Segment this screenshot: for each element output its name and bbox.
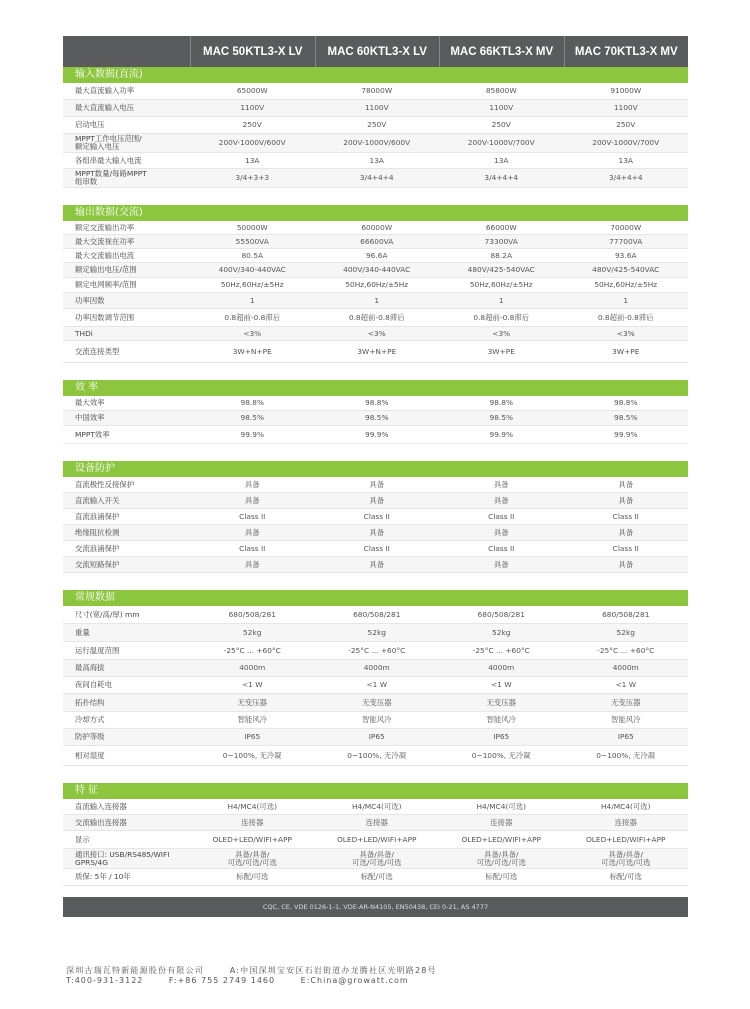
spec-value: 1100V <box>489 103 514 112</box>
spec-value: 60000W <box>361 222 393 232</box>
spec-value: 13A <box>494 155 509 165</box>
section-gap <box>63 573 688 590</box>
spec-row <box>63 557 688 573</box>
spec-row <box>63 117 688 134</box>
spec-value: 52kg <box>243 627 262 637</box>
spec-row <box>63 541 688 557</box>
spec-value: 250V <box>616 120 636 129</box>
spec-value: H4/MC4(可选) <box>351 801 402 811</box>
spec-label: 拓扑结构 <box>75 697 105 707</box>
spec-value: 50Hz,60Hz/±5Hz <box>469 280 533 289</box>
spec-label: 通讯接口: USB/RS485/WIFI GPRS/4G <box>75 849 170 867</box>
spec-value: 具备 <box>493 479 509 489</box>
spec-row <box>63 746 688 766</box>
spec-label: MPPT数量/每路MPPT 组串数 <box>75 169 147 186</box>
spec-value: 具备 <box>369 479 385 489</box>
spec-row <box>63 849 688 869</box>
spec-row <box>63 396 688 411</box>
spec-label: 最大交流视在功率 <box>75 236 135 246</box>
spec-label: THDi <box>75 328 93 338</box>
spec-value: Class II <box>239 543 266 553</box>
spec-value: 98.5% <box>614 413 638 422</box>
spec-value: 4000m <box>612 663 639 672</box>
spec-label: MPPT工作电压范围/ 额定输入电压 <box>75 134 142 151</box>
spec-value: <3% <box>492 328 511 338</box>
spec-value: 智能风冷 <box>237 715 268 724</box>
fax: F:+86 755 2749 1460 <box>168 976 276 985</box>
spec-section <box>63 380 688 461</box>
spec-value: 200V-1000V/700V <box>592 138 660 147</box>
spec-value: 标配/可选 <box>485 872 518 881</box>
spec-value: 0.8超前-0.8滞后 <box>597 312 654 322</box>
spec-value: 50000W <box>236 222 268 232</box>
spec-value: 0.8超前-0.8滞后 <box>348 312 405 322</box>
spec-value: 连接器 <box>614 817 637 827</box>
spec-value: 50Hz,60Hz/±5Hz <box>345 280 409 289</box>
spec-value: 具备 <box>493 559 509 569</box>
spec-value: 85800W <box>485 86 517 95</box>
section-gap <box>63 363 688 380</box>
spec-value: 99.9% <box>614 429 638 439</box>
spec-value: -25°C ... +60°C <box>223 645 281 655</box>
spec-value: 480V/425-540VAC <box>592 265 660 274</box>
spec-value: 具备 <box>618 495 634 505</box>
section-gap <box>63 886 688 897</box>
spec-section <box>63 590 688 783</box>
spec-value: 98.8% <box>365 398 389 407</box>
spec-value: <1 W <box>490 680 512 689</box>
spec-value: 1 <box>374 295 380 305</box>
spec-value: 250V <box>242 120 262 129</box>
spec-value: 3W+PE <box>487 346 515 356</box>
spec-value: 0.8超前-0.8滞后 <box>224 312 281 322</box>
spec-value: H4/MC4(可选) <box>600 801 651 811</box>
spec-row <box>63 293 688 309</box>
spec-section <box>63 205 688 380</box>
spec-section <box>63 461 688 590</box>
spec-value: 3/4+3+3 <box>235 173 270 182</box>
spec-value: 93.6A <box>614 250 637 260</box>
spec-value: 3/4+4+4 <box>359 173 394 182</box>
spec-value: 98.8% <box>614 398 638 407</box>
section-title: 设备防护 <box>63 461 688 477</box>
spec-row <box>63 509 688 525</box>
spec-value: 200V-1000V/600V <box>343 138 411 147</box>
spec-label: 防护等级 <box>75 732 105 741</box>
spec-value: 80.5A <box>241 250 263 260</box>
spec-row <box>63 624 688 642</box>
spec-value: 13A <box>618 155 633 165</box>
spec-label: 功率因数 <box>75 295 105 305</box>
spec-row <box>63 694 688 712</box>
spec-value: H4/MC4(可选) <box>227 801 278 811</box>
spec-value: 99.9% <box>240 429 264 439</box>
spec-label: 尺寸(宽/高/厚) mm <box>75 609 140 619</box>
spec-value: 0~100%, 无冷凝 <box>596 750 656 760</box>
spec-row <box>63 677 688 694</box>
spec-row <box>63 263 688 278</box>
spec-body <box>63 67 688 897</box>
section-rows <box>63 606 688 766</box>
spec-value: 具备/具备/ 可选/可选/可选 <box>601 849 651 867</box>
spec-value: 70000W <box>610 222 642 232</box>
spec-value: IP65 <box>244 732 261 741</box>
section-title: 输入数据(直流) <box>63 67 688 83</box>
section-rows <box>63 83 688 188</box>
spec-value: 200V-1000V/700V <box>467 138 535 147</box>
spec-row <box>63 831 688 849</box>
spec-label: 最大交流输出电流 <box>75 250 135 260</box>
spec-value: 4000m <box>488 663 515 672</box>
spec-value: <3% <box>616 328 635 338</box>
spec-value: 91000W <box>610 86 642 95</box>
spec-label: 夜间自耗电 <box>75 680 112 689</box>
spec-value: Class II <box>363 511 390 521</box>
spec-value: <1 W <box>366 680 388 689</box>
spec-label: 最大直流输入功率 <box>75 86 135 95</box>
certifications-bar: CQC, CE, VDE 0126-1-1, VDE-AR-N4105, EN50438, CEI 0-21, AS 4777 <box>63 897 688 917</box>
spec-value: 无变压器 <box>610 697 641 707</box>
spec-value: 52kg <box>616 627 635 637</box>
spec-row <box>63 660 688 677</box>
spec-label: 交流输出连接器 <box>75 817 127 827</box>
section-rows <box>63 799 688 886</box>
spec-value: 具备/具备/ 可选/可选/可选 <box>227 849 277 867</box>
spec-row <box>63 729 688 746</box>
spec-value: Class II <box>239 511 266 521</box>
spec-row <box>63 869 688 886</box>
spec-value: 78000W <box>361 86 393 95</box>
spec-value: <3% <box>367 328 386 338</box>
section-rows <box>63 221 688 363</box>
spec-label: 额定电网频率/范围 <box>75 280 137 289</box>
company-line <box>66 965 459 976</box>
spec-value: IP65 <box>368 732 385 741</box>
spec-value: OLED+LED/WIFI+APP <box>212 834 293 844</box>
spec-value: 具备/具备/ 可选/可选/可选 <box>476 849 526 867</box>
spec-value: 1100V <box>613 103 638 112</box>
spec-value: 65000W <box>236 86 268 95</box>
company-address: A:中国深圳宝安区石岩街道办龙腾社区光明路28号 <box>229 966 437 975</box>
spec-row <box>63 712 688 729</box>
spec-value: Class II <box>363 543 390 553</box>
spec-value: 连接器 <box>490 817 513 827</box>
spec-label: 直流输入连接器 <box>75 801 127 811</box>
phone: T:400-931-3122 <box>66 976 144 985</box>
email: E:China@growatt.com <box>300 976 409 985</box>
spec-label: 额定输出电压/范围 <box>75 265 137 274</box>
section-title: 效 率 <box>63 380 688 396</box>
spec-value: OLED+LED/WIFI+APP <box>336 834 417 844</box>
spec-row <box>63 493 688 509</box>
spec-value: 3/4+4+4 <box>608 173 643 182</box>
spec-value: 智能风冷 <box>361 715 392 724</box>
spec-value: 具备/具备/ 可选/可选/可选 <box>352 849 402 867</box>
spec-value: Class II <box>488 543 515 553</box>
spec-row <box>63 341 688 363</box>
spec-row <box>63 477 688 493</box>
spec-value: 0~100%, 无冷凝 <box>471 750 531 760</box>
section-gap <box>63 188 688 205</box>
spec-value: 具备 <box>244 479 260 489</box>
spec-value: 98.8% <box>489 398 513 407</box>
spec-value: 智能风冷 <box>486 715 517 724</box>
spec-value: 3W+N+PE <box>357 346 397 356</box>
model-name: MAC 50KTL3-X LV <box>191 36 316 67</box>
spec-value: 3W+N+PE <box>232 346 272 356</box>
section-gap <box>63 444 688 461</box>
spec-sheet <box>63 36 688 917</box>
spec-value: 99.9% <box>489 429 513 439</box>
spec-label: 启动电压 <box>75 120 105 129</box>
spec-label: 直流输入开关 <box>75 495 120 505</box>
spec-value: -25°C ... +60°C <box>597 645 655 655</box>
spec-label: 直流浪涌保护 <box>75 511 120 521</box>
spec-value: -25°C ... +60°C <box>472 645 530 655</box>
spec-value: 3/4+4+4 <box>484 173 519 182</box>
section-title: 常规数据 <box>63 590 688 606</box>
spec-value: OLED+LED/WIFI+APP <box>461 834 542 844</box>
spec-value: 具备 <box>244 495 260 505</box>
spec-row <box>63 606 688 624</box>
spec-value: 77700VA <box>609 236 643 246</box>
spec-value: 标配/可选 <box>236 872 269 881</box>
spec-label: 直流极性反接保护 <box>75 479 135 489</box>
spec-value: H4/MC4(可选) <box>476 801 527 811</box>
section-title: 特 征 <box>63 783 688 799</box>
spec-label: MPPT效率 <box>75 429 110 439</box>
spec-value: 680/508/281 <box>228 609 276 619</box>
spec-value: 50Hz,60Hz/±5Hz <box>594 280 658 289</box>
spec-row <box>63 249 688 263</box>
spec-label: 显示 <box>75 834 90 844</box>
spec-label: 交流连接类型 <box>75 346 120 356</box>
spec-label: 交流浪涌保护 <box>75 543 120 553</box>
spec-value: 具备 <box>618 559 634 569</box>
spec-value: 0.8超前-0.8滞后 <box>473 312 530 322</box>
spec-value: 52kg <box>367 627 386 637</box>
spec-value: 0~100%, 无冷凝 <box>222 750 282 760</box>
spec-value: Class II <box>612 511 639 521</box>
model-name: MAC 60KTL3-X LV <box>316 36 441 67</box>
spec-value: 680/508/281 <box>353 609 401 619</box>
spec-label: 额定交流输出功率 <box>75 222 135 232</box>
contact-line <box>66 976 431 985</box>
spec-value: 50Hz,60Hz/±5Hz <box>220 280 284 289</box>
spec-row <box>63 426 688 444</box>
spec-value: 连接器 <box>365 817 388 827</box>
spec-value: 无变压器 <box>237 697 268 707</box>
spec-value: 13A <box>369 155 384 165</box>
spec-label: 最大直流输入电压 <box>75 103 135 112</box>
spec-value: 1 <box>249 295 255 305</box>
spec-value: IP65 <box>617 732 634 741</box>
spec-section <box>63 67 688 205</box>
spec-row <box>63 815 688 831</box>
spec-value: Class II <box>488 511 515 521</box>
spec-value: IP65 <box>493 732 510 741</box>
spec-label: 绝缘阻抗检测 <box>75 527 120 537</box>
spec-label: 重量 <box>75 627 90 637</box>
spec-value: <1 W <box>615 680 637 689</box>
spec-value: 200V-1000V/600V <box>218 138 286 147</box>
section-rows <box>63 477 688 573</box>
spec-label: 冷却方式 <box>75 715 105 724</box>
spec-label: 质保: 5年 / 10年 <box>75 872 131 881</box>
spec-value: 88.2A <box>490 250 512 260</box>
spec-value: -25°C ... +60°C <box>348 645 406 655</box>
spec-row <box>63 799 688 815</box>
spec-label: 交流短路保护 <box>75 559 120 569</box>
spec-label: 功率因数调节范围 <box>75 312 135 322</box>
spec-value: 400V/340-440VAC <box>343 265 411 274</box>
spec-value: 1100V <box>240 103 265 112</box>
model-name: MAC 70KTL3-X MV <box>574 45 678 58</box>
spec-value: 52kg <box>492 627 511 637</box>
spec-value: 13A <box>245 155 260 165</box>
spec-value: Class II <box>612 543 639 553</box>
spec-label: 最大效率 <box>75 398 105 407</box>
spec-value: 连接器 <box>241 817 264 827</box>
spec-label: 中国效率 <box>75 413 105 422</box>
spec-value: 智能风冷 <box>610 715 641 724</box>
spec-label: 最高海拔 <box>75 663 105 672</box>
spec-row <box>63 309 688 327</box>
spec-row <box>63 83 688 100</box>
spec-row <box>63 525 688 541</box>
spec-value: 680/508/281 <box>477 609 525 619</box>
spec-row <box>63 327 688 341</box>
spec-value: 99.9% <box>365 429 389 439</box>
spec-value: 具备 <box>369 527 385 537</box>
spec-value: 具备 <box>618 527 634 537</box>
spec-value: 标配/可选 <box>360 872 393 881</box>
company-name: 深圳古瑞瓦特新能源股份有限公司 <box>66 966 204 975</box>
spec-value: 3W+PE <box>612 346 640 356</box>
spec-row <box>63 411 688 426</box>
spec-row <box>63 221 688 235</box>
spec-label: 运行温度范围 <box>75 645 120 655</box>
spec-label: 各组串最大输入电流 <box>75 155 142 165</box>
spec-row <box>63 235 688 249</box>
spec-value: 250V <box>367 120 387 129</box>
spec-value: 具备 <box>493 527 509 537</box>
spec-row <box>63 134 688 153</box>
spec-value: OLED+LED/WIFI+APP <box>585 834 666 844</box>
spec-value: 1 <box>498 295 504 305</box>
spec-value: 具备 <box>369 559 385 569</box>
spec-value: 66000W <box>485 222 517 232</box>
spec-value: 4000m <box>363 663 390 672</box>
spec-value: 4000m <box>239 663 266 672</box>
spec-value: 无变压器 <box>361 697 392 707</box>
spec-value: 98.5% <box>489 413 513 422</box>
spec-row <box>63 278 688 293</box>
spec-value: 0~100%, 无冷凝 <box>347 750 407 760</box>
header-corner <box>63 36 191 67</box>
spec-value: 250V <box>491 120 511 129</box>
spec-row <box>63 153 688 169</box>
spec-row <box>63 100 688 117</box>
spec-section <box>63 783 688 897</box>
section-gap <box>63 766 688 783</box>
spec-value: 98.8% <box>240 398 264 407</box>
spec-value: 具备 <box>244 527 260 537</box>
spec-value: 1 <box>623 295 629 305</box>
spec-value: 400V/340-440VAC <box>218 265 286 274</box>
spec-value: 98.5% <box>365 413 389 422</box>
spec-value: 1100V <box>364 103 389 112</box>
spec-value: 96.6A <box>365 250 388 260</box>
spec-value: 98.5% <box>240 413 264 422</box>
spec-value: 标配/可选 <box>609 872 642 881</box>
spec-row <box>63 169 688 188</box>
spec-value: 680/508/281 <box>602 609 650 619</box>
spec-value: 具备 <box>493 495 509 505</box>
spec-value: 73300VA <box>484 236 518 246</box>
spec-value: 具备 <box>244 559 260 569</box>
spec-label: 相对湿度 <box>75 750 105 760</box>
section-title: 输出数据(交流) <box>63 205 688 221</box>
spec-value: 66600VA <box>360 236 394 246</box>
spec-value: 具备 <box>618 479 634 489</box>
section-rows <box>63 396 688 444</box>
spec-value: 无变压器 <box>486 697 517 707</box>
spec-value: 480V/425-540VAC <box>467 265 535 274</box>
spec-value: 55500VA <box>235 236 269 246</box>
spec-value: 具备 <box>369 495 385 505</box>
model-header-row <box>63 36 688 67</box>
model-name: MAC 66KTL3-X MV <box>440 36 565 67</box>
spec-row <box>63 642 688 660</box>
spec-value: <1 W <box>241 680 263 689</box>
spec-value: <3% <box>243 328 262 338</box>
